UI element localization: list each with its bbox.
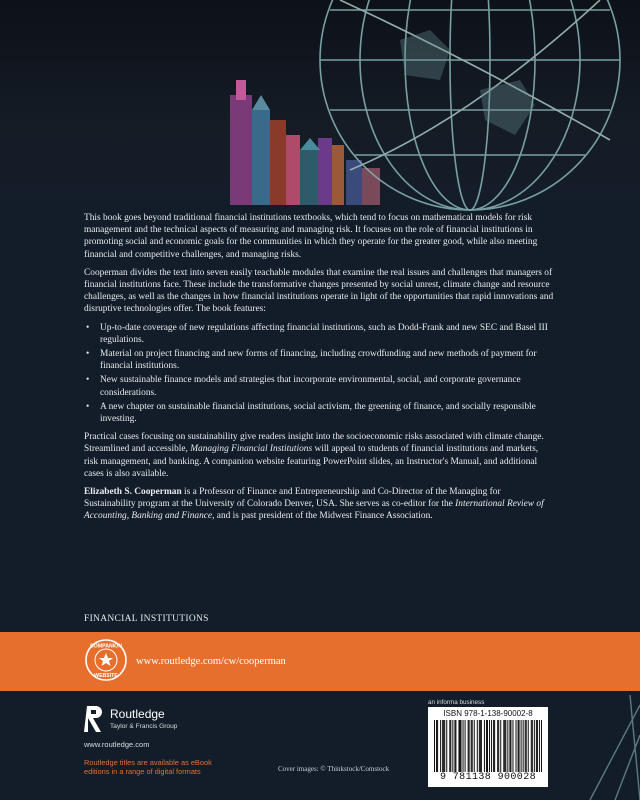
barcode-bar [493,720,494,772]
barcode-bar [507,720,508,772]
author-name: Elizabeth S. Cooperman [84,487,182,498]
barcode-bar [437,720,438,772]
journal-title: International Review of Accounting, Banking and Finance [84,499,544,522]
barcode-digits: 9 781138 900028 [439,772,536,783]
barcode-bar [510,720,511,772]
feature-item: • A new chapter on sustainable financial institutions, social activism, the greening of finance, and socially responsible investing. [100,401,554,425]
barcode-bar [518,720,519,772]
barcode-bar [486,720,487,772]
barcode-bar [481,720,482,772]
barcode-bar [504,720,505,772]
barcode-bar [434,720,435,772]
barcode-bar [469,720,470,772]
blurb-paragraph: This book goes beyond traditional financial institutions textbooks, which tend to focus on mathematical models for risk management and the technical aspects of measuring and managing risk. It focuses on the role of financial institutions in promoting social and economic goals for the communities in which they operate for the greater good, while also meeting financial and competitive challenges, and managing risks. [84,213,538,260]
barcode-bar [452,720,453,772]
barcode-bar [449,720,450,772]
cover-image-credit: Cover images: © Thinkstock/Comstock [278,765,390,773]
barcode-bar [512,720,513,772]
barcode-bar [472,720,473,772]
feature-item: • Material on project financing and new forms of financing, including crowdfunding and new methods of payment for financial institutions. [100,348,554,372]
barcode-bar [442,720,443,772]
barcode-bar [468,720,469,772]
publisher-website-link[interactable]: www.routledge.com [84,740,150,749]
blurb-text: Practical cases focusing on sustainability give readers insight into the socioeconomic risks associated with climate change. Streamlined and accessible, [84,432,544,455]
globe-structure-detail [520,695,640,800]
blurb-paragraph [84,431,554,480]
companion-website-link[interactable]: www.routledge.com/cw/cooperman [136,656,286,667]
barcode-bar [494,720,495,772]
cover-illustration [0,0,640,215]
barcode-bar [489,720,490,772]
informa-business-label: an informa business [428,699,485,706]
barcode-bar [465,720,466,772]
companion-website-badge [84,638,128,682]
barcode-bar [436,720,437,772]
publisher-group: Taylor & Francis Group [110,723,178,730]
barcode-bar [446,720,447,772]
subject-category: FINANCIAL INSTITUTIONS [84,614,209,624]
barcode-bar [484,720,485,772]
barcode-bar [505,720,506,772]
blurb-text: will appeal to students of financial institutions and markets, risk management, and banking. A companion website featuring PowerPoint slides, an Instructor's Manual, and additional cases is also available. [84,444,539,479]
features-list [84,322,554,426]
barcode-bar [480,720,481,772]
author-bio-text: , and is past president of the Midwest Finance Association. [212,511,433,522]
badge-text-bottom: WEBSITE [94,673,118,679]
barcode-bar [497,720,498,772]
barcode-bar [474,720,475,772]
book-title: Managing Financial Institutions [190,444,313,455]
barcode-bar [443,720,444,772]
publisher-name: Routledge [110,707,165,721]
barcode-bar [516,720,517,772]
barcode-bar [455,720,456,772]
barcode-bar [479,720,480,772]
barcode-bar [498,720,499,772]
barcode-bar [454,720,455,772]
barcode-bar [444,720,445,772]
isbn-number: ISBN 978-1-138-90002-8 [443,709,533,718]
barcode-bar [460,720,461,772]
routledge-logo-icon [84,704,106,734]
barcode-bar [500,720,501,772]
barcode-bar [503,720,504,772]
ebook-availability-note: Routledge titles are available as eBook editions in a range of digital formats [84,758,212,777]
author-bio [84,486,554,523]
barcode-bar [487,720,488,772]
barcode-bar [491,720,492,772]
back-cover-blurb [84,212,554,529]
feature-item: • New sustainable finance models and strategies that incorporate environmental, social, and corporate governance considerations. [100,374,554,398]
barcode-bar [509,720,510,772]
badge-text-top: COMPANION [90,643,122,650]
barcode-bar [459,720,460,772]
barcode-bar [458,720,459,772]
feature-item: • Up-to-date coverage of new regulations affecting financial institutions, such as Dodd-Frank and new SEC and Basel III regulations. [100,322,554,346]
barcode-bar [471,720,472,772]
author-bio-text: is a Professor of Finance and Entrepreneurship and Co-Director of the Managing for Sustainability program at the University of Colorado Denver, USA. She serves as co-editor for the [84,487,501,510]
barcode-bar [477,720,478,772]
blurb-paragraph: Cooperman divides the text into seven easily teachable modules that examine the real issues and challenges that managers of financial institutions face. These include the transformative changes presented by social unrest, climate change and resource challenges, as well as the changes in how financial institutions operate in light of the opportunities that rapid innovations and disruptive technologies offer. The book features: [84,267,554,315]
barcode-bar [463,720,464,772]
barcode-bar [450,720,451,772]
barcode-bar [440,720,441,772]
